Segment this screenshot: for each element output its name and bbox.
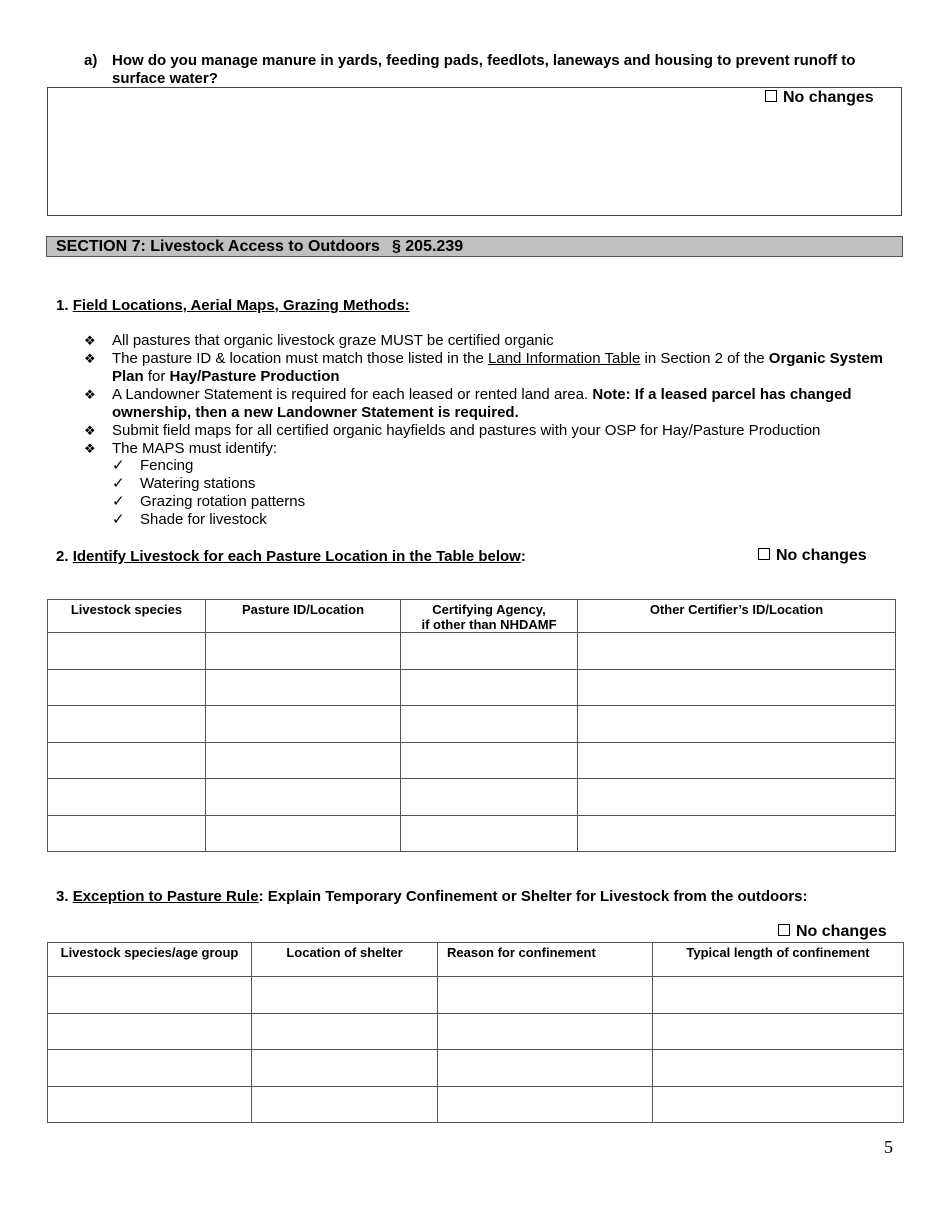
table-cell-input[interactable] bbox=[252, 1013, 438, 1050]
diamond-bullet-icon: ❖ bbox=[84, 441, 96, 456]
list-item: ✓ Fencing bbox=[112, 457, 194, 474]
column-header: Livestock species bbox=[48, 600, 206, 633]
table-cell-input[interactable] bbox=[401, 706, 578, 743]
column-header: Typical length of confinement bbox=[653, 943, 904, 977]
table-row bbox=[48, 977, 904, 1014]
q1-bullet-list bbox=[84, 332, 904, 458]
page-number: 5 bbox=[884, 1137, 893, 1157]
list-item: ✓ Watering stations bbox=[112, 475, 256, 492]
table-cell-input[interactable] bbox=[438, 1086, 653, 1123]
table-cell-input[interactable] bbox=[48, 1050, 252, 1087]
table-cell-input[interactable] bbox=[578, 742, 896, 779]
table-cell-input[interactable] bbox=[48, 779, 206, 816]
column-header: Location of shelter bbox=[252, 943, 438, 977]
diamond-bullet-icon: ❖ bbox=[84, 351, 96, 366]
question-2-heading: 2. Identify Livestock for each Pasture Location in the Table below: bbox=[56, 548, 526, 565]
question-a-letter: a) bbox=[84, 52, 98, 69]
question-1-title: Field Locations, Aerial Maps, Grazing Methods: bbox=[72, 297, 410, 314]
column-header: Pasture ID/Location bbox=[206, 600, 401, 633]
table-cell-input[interactable] bbox=[401, 779, 578, 816]
no-changes-option-2[interactable]: No changes bbox=[758, 547, 867, 565]
question-1-heading: 1. Field Locations, Aerial Maps, Grazing Methods: bbox=[56, 297, 410, 314]
confinement-table bbox=[47, 942, 904, 1123]
table-row bbox=[48, 779, 896, 816]
table-cell-input[interactable] bbox=[252, 1086, 438, 1123]
diamond-bullet-icon: ❖ bbox=[84, 333, 96, 348]
table-row bbox=[48, 706, 896, 743]
table-row bbox=[48, 1086, 904, 1123]
table-cell-input[interactable] bbox=[438, 1013, 653, 1050]
table-cell-input[interactable] bbox=[252, 977, 438, 1014]
table-cell-input[interactable] bbox=[578, 669, 896, 706]
table-cell-input[interactable] bbox=[206, 633, 401, 670]
table-cell-input[interactable] bbox=[48, 669, 206, 706]
table-cell-input[interactable] bbox=[653, 1086, 904, 1123]
list-item: ✓ Grazing rotation patterns bbox=[112, 493, 306, 510]
land-info-table-link: Land Information Table bbox=[488, 350, 641, 367]
table-cell-input[interactable] bbox=[206, 779, 401, 816]
table-cell-input[interactable] bbox=[578, 815, 896, 852]
table-cell-input[interactable] bbox=[252, 1050, 438, 1087]
table-row bbox=[48, 669, 896, 706]
list-item: ❖ All pastures that organic livestock graze MUST be certified organic bbox=[84, 332, 554, 349]
section-ref: § 205.239 bbox=[391, 238, 464, 255]
checkbox-icon[interactable] bbox=[778, 924, 790, 936]
table-cell-input[interactable] bbox=[206, 669, 401, 706]
question-3-title: Exception to Pasture Rule bbox=[72, 888, 259, 905]
column-header: Other Certifier’s ID/Location bbox=[578, 600, 896, 633]
list-item: ✓ Shade for livestock bbox=[112, 511, 267, 528]
table-cell-input[interactable] bbox=[48, 1086, 252, 1123]
table-cell-input[interactable] bbox=[48, 1013, 252, 1050]
checkmark-icon: ✓ bbox=[112, 493, 125, 510]
column-header: Livestock species/age group bbox=[48, 943, 252, 977]
table-row bbox=[48, 742, 896, 779]
table-header-row bbox=[48, 943, 904, 977]
table-cell-input[interactable] bbox=[206, 815, 401, 852]
diamond-bullet-icon: ❖ bbox=[84, 423, 96, 438]
table-row bbox=[48, 633, 896, 670]
question-a-text: How do you manage manure in yards, feeding pads, feedlots, laneways and housing to prevent runoff to surface water? bbox=[112, 52, 856, 87]
table-row bbox=[48, 1013, 904, 1050]
table-cell-input[interactable] bbox=[48, 977, 252, 1014]
no-changes-option-a[interactable]: No changes bbox=[765, 89, 874, 107]
table-row bbox=[48, 1050, 904, 1087]
section-title: SECTION 7: Livestock Access to Outdoors bbox=[56, 238, 380, 255]
list-item: ❖ The MAPS must identify: bbox=[84, 440, 278, 457]
table-cell-input[interactable] bbox=[48, 742, 206, 779]
checkmark-icon: ✓ bbox=[112, 475, 125, 492]
table-cell-input[interactable] bbox=[578, 706, 896, 743]
table-cell-input[interactable] bbox=[578, 779, 896, 816]
checkmark-icon: ✓ bbox=[112, 457, 125, 474]
column-header: Certifying Agency, if other than NHDAMF bbox=[401, 600, 578, 633]
table-cell-input[interactable] bbox=[401, 669, 578, 706]
checkbox-icon[interactable] bbox=[758, 548, 770, 560]
table-cell-input[interactable] bbox=[48, 633, 206, 670]
table-cell-input[interactable] bbox=[401, 633, 578, 670]
maps-check-list bbox=[112, 457, 305, 529]
table-cell-input[interactable] bbox=[48, 815, 206, 852]
list-item: ❖ The pasture ID & location must match those listed in the Land Information Table in Section 2 of the Organic System Plan for Hay/Pasture Production bbox=[84, 350, 884, 385]
table-cell-input[interactable] bbox=[206, 706, 401, 743]
question-3-heading: 3. Exception to Pasture Rule: Explain Temporary Confinement or Shelter for Livestock from the outdoors: bbox=[56, 888, 808, 905]
table-cell-input[interactable] bbox=[578, 633, 896, 670]
table-cell-input[interactable] bbox=[653, 977, 904, 1014]
section-7-header bbox=[46, 236, 903, 257]
table-cell-input[interactable] bbox=[438, 1050, 653, 1087]
list-item: ❖ A Landowner Statement is required for each leased or rented land area. Note: If a leased parcel has changed ownership, then a new Landowner Statement is required. bbox=[84, 386, 852, 421]
table-cell-input[interactable] bbox=[206, 742, 401, 779]
table-header-row bbox=[48, 600, 896, 633]
table-cell-input[interactable] bbox=[401, 742, 578, 779]
table-cell-input[interactable] bbox=[653, 1013, 904, 1050]
diamond-bullet-icon: ❖ bbox=[84, 387, 96, 402]
checkmark-icon: ✓ bbox=[112, 511, 125, 528]
table-row bbox=[48, 815, 896, 852]
table-cell-input[interactable] bbox=[653, 1050, 904, 1087]
table-cell-input[interactable] bbox=[48, 706, 206, 743]
table-cell-input[interactable] bbox=[401, 815, 578, 852]
question-2-title: Identify Livestock for each Pasture Location in the Table below bbox=[72, 548, 521, 565]
pasture-livestock-table bbox=[47, 599, 896, 852]
table-cell-input[interactable] bbox=[438, 977, 653, 1014]
no-changes-option-3[interactable]: No changes bbox=[778, 923, 887, 941]
list-item: ❖ Submit field maps for all certified organic hayfields and pastures with your OSP for Hay/Pasture Production bbox=[84, 422, 821, 439]
column-header: Reason for confinement bbox=[438, 943, 653, 977]
checkbox-icon[interactable] bbox=[765, 90, 777, 102]
